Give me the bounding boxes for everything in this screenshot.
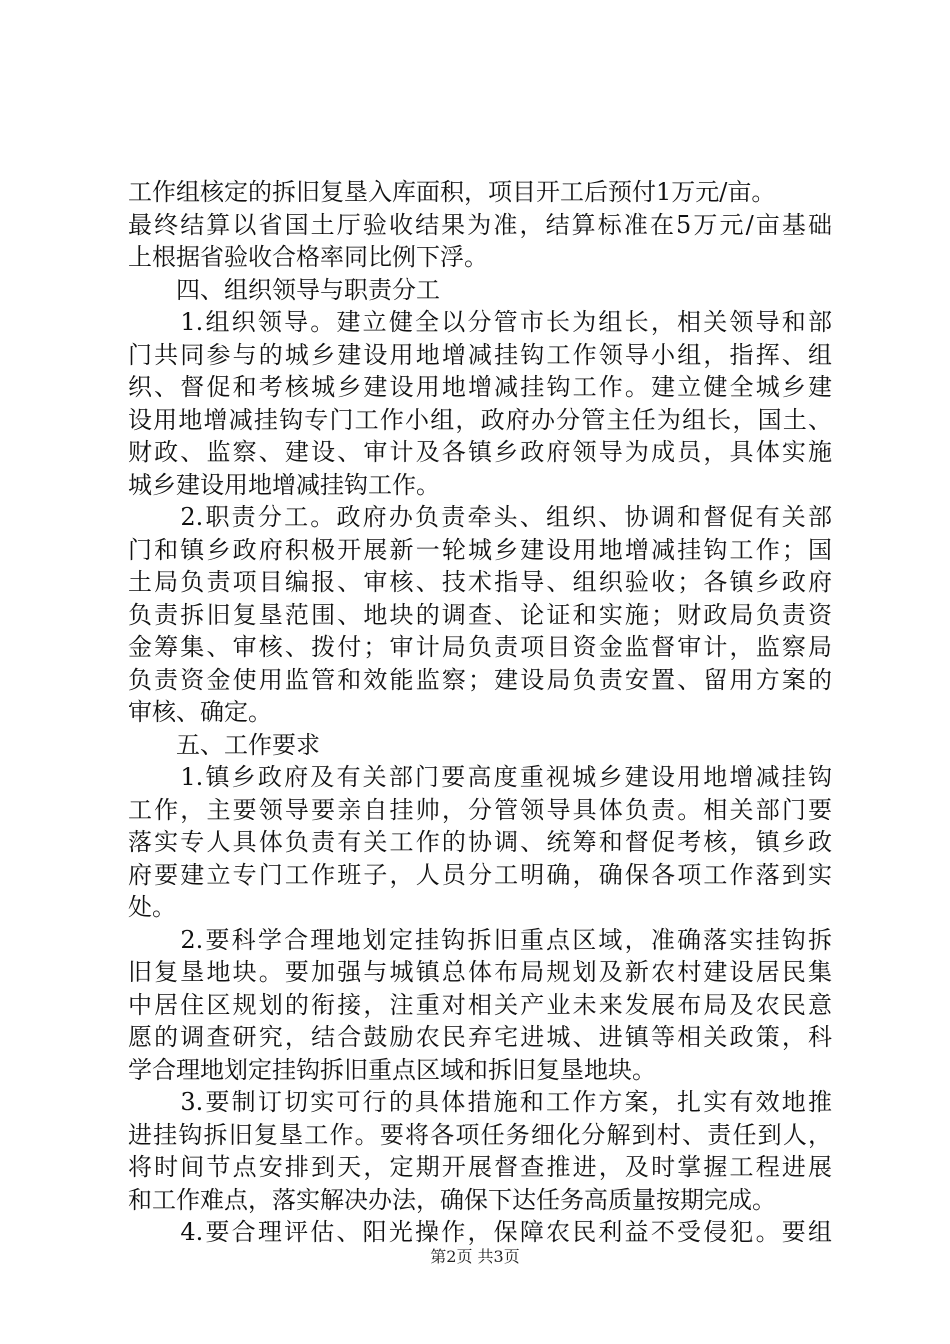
text-line: 2.要科学合理地划定挂钩拆旧重点区域，准确落实挂钩拆: [128, 925, 832, 954]
page-footer: 第2页 共3页: [430, 1247, 520, 1266]
text-line: 和工作难点，落实解决办法，确保下达任务高质量按期完成。: [128, 1185, 776, 1214]
text-line: 负责拆旧复垦范围、地块的调查、论证和实施；财政局负责资: [128, 600, 832, 629]
text-line: 1.镇乡政府及有关部门要高度重视城乡建设用地增减挂钩: [128, 763, 832, 791]
text-line: 工作，主要领导要亲自挂帅，分管领导具体负责。相关部门要: [128, 795, 832, 824]
text-line: 土局负责项目编报、审核、技术指导、组织验收；各镇乡政府: [128, 568, 832, 596]
text-line: 财政、监察、建设、审计及各镇乡政府领导为成员，具体实施: [128, 438, 832, 466]
text-line: 2.职责分工。政府办负责牵头、组织、协调和督促有关部: [128, 503, 832, 531]
text-line: 城乡建设用地增减挂钩工作。: [128, 470, 440, 499]
text-line: 五、工作要求: [128, 730, 320, 759]
text-line: 审核、确定。: [128, 698, 272, 726]
text-line: 负责资金使用监管和效能监察；建设局负责安置、留用方案的: [128, 665, 832, 694]
text-line: 旧复垦地块。要加强与城镇总体布局规划及新农村建设居民集: [128, 958, 832, 986]
text-line: 1.组织领导。建立健全以分管市长为组长，相关领导和部: [128, 308, 832, 336]
text-line: 最终结算以省国土厅验收结果为准，结算标准在5万元/亩基础: [128, 210, 832, 239]
text-line: 学合理地划定挂钩拆旧重点区域和拆旧复垦地块。: [128, 1055, 656, 1084]
text-line: 进挂钩拆旧复垦工作。要将各项任务细化分解到村、责任到人，: [128, 1120, 832, 1149]
text-line: 金筹集、审核、拨付；审计局负责项目资金监督审计，监察局: [128, 633, 832, 661]
text-line: 4.要合理评估、阳光操作，保障农民利益不受侵犯。要组: [128, 1218, 832, 1246]
document-body: [128, 176, 832, 1249]
text-line: 门和镇乡政府积极开展新一轮城乡建设用地增减挂钩工作；国: [128, 535, 832, 564]
text-line: 工作组核定的拆旧复垦入库面积，项目开工后预付1万元/亩。: [128, 178, 776, 206]
text-line: 府要建立专门工作班子，人员分工明确，确保各项工作落到实: [128, 860, 832, 889]
text-line: 愿的调查研究，结合鼓励农民弃宅进城、进镇等相关政策，科: [128, 1023, 832, 1051]
text-line: 落实专人具体负责有关工作的协调、统筹和督促考核，镇乡政: [128, 828, 832, 856]
text-line: 中居住区规划的衔接，注重对相关产业未来发展布局及农民意: [128, 990, 832, 1019]
text-line: 上根据省验收合格率同比例下浮。: [128, 243, 488, 271]
text-line: 四、组织领导与职责分工: [128, 275, 440, 304]
text-line: 设用地增减挂钩专门工作小组，政府办分管主任为组长，国土、: [128, 405, 832, 434]
text-line: 将时间节点安排到天，定期开展督查推进，及时掌握工程进展: [128, 1153, 832, 1181]
text-line: 织、督促和考核城乡建设用地增减挂钩工作。建立健全城乡建: [128, 373, 832, 401]
text-line: 3.要制订切实可行的具体措施和工作方案，扎实有效地推: [128, 1088, 832, 1116]
text-line: 处。: [128, 893, 176, 921]
text-line: 门共同参与的城乡建设用地增减挂钩工作领导小组，指挥、组: [128, 340, 832, 369]
